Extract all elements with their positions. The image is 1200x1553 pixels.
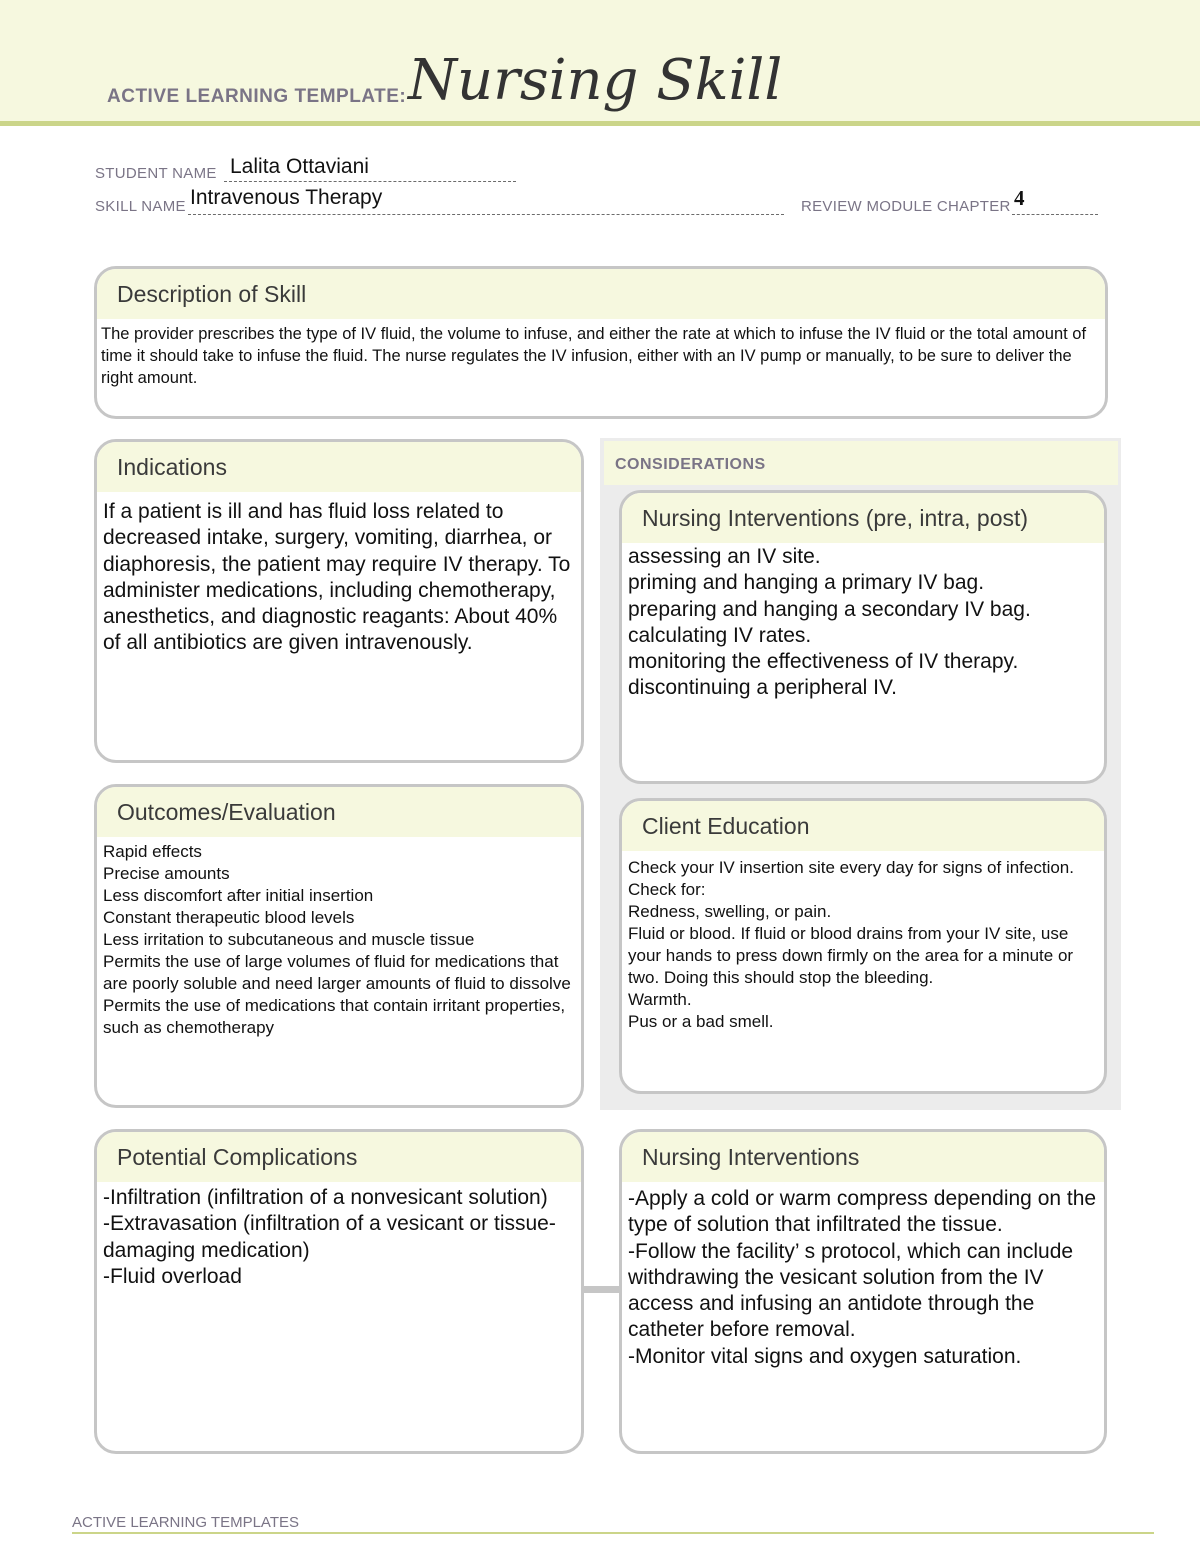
header-rule <box>0 121 1200 126</box>
description-title: Description of Skill <box>97 269 1105 319</box>
review-module-value[interactable]: 4 <box>1014 186 1025 210</box>
indications-text[interactable]: If a patient is ill and has fluid loss related to decreased intake, surgery, vomiting, diarrhea, or diaphoresis, the patient may require IV therapy. To administer medications, including chemotherapy, anesthetics, and diagnostic reagants: About 40% of all antibiotics are given intravenously. <box>103 500 571 655</box>
indications-title: Indications <box>97 442 581 492</box>
client-education-title: Client Education <box>622 801 1104 851</box>
skill-name-label: SKILL NAME <box>95 198 186 215</box>
indications-panel <box>94 439 584 763</box>
description-panel <box>94 266 1108 419</box>
review-module-line <box>1012 214 1098 215</box>
complications-panel <box>94 1129 584 1454</box>
panel-connector <box>583 1286 621 1293</box>
footer-rule <box>72 1532 1154 1534</box>
footer-label: ACTIVE LEARNING TEMPLATES <box>72 1514 299 1531</box>
client-education-panel <box>619 798 1107 1094</box>
outcomes-text[interactable]: Rapid effects Precise amounts Less discomfort after initial insertion Constant therapeutic blood levels Less irritation to subcutaneous and muscle tissue Permits the use of large volumes of fluid for medications that are poorly soluble and need larger amounts of fluid to dissolve Permits the use of medications that contain irritant properties, such as chemotherapy <box>103 842 571 1037</box>
considerations-label: CONSIDERATIONS <box>615 456 766 473</box>
outcomes-title: Outcomes/Evaluation <box>97 787 581 837</box>
description-text[interactable]: The provider prescribes the type of IV fluid, the volume to infuse, and either the rate at which to infuse the IV fluid or the total amount of time it should take to infuse the fluid. The nurse regulates the IV infusion, either with an IV pump or manually, to be sure to deliver the right amount. <box>101 325 1087 387</box>
complications-title: Potential Complications <box>97 1132 581 1182</box>
student-name-label: STUDENT NAME <box>95 165 217 182</box>
nursing-interventions-panel <box>619 1129 1107 1454</box>
skill-name-line <box>188 214 784 215</box>
student-name-value[interactable]: Lalita Ottaviani <box>230 155 369 178</box>
nursing-interventions-pre-text[interactable]: assessing an IV site. priming and hanging a primary IV bag. preparing and hanging a secondary IV bag. calculating IV rates. monitoring the effectiveness of IV therapy. discontinuing a peripheral IV. <box>628 545 1031 700</box>
page-title: Nursing Skill <box>408 48 783 113</box>
skill-name-value[interactable]: Intravenous Therapy <box>190 186 383 209</box>
client-education-text[interactable]: Check your IV insertion site every day for signs of infection. Check for: Redness, swelling, or pain. Fluid or blood. If fluid or blood drains from your IV site, use your hands to press down firmly on the area for a minute or two. Doing this should stop the bleeding. Warmth. Pus or a bad smell. <box>628 858 1074 1031</box>
complications-text[interactable]: -Infiltration (infiltration of a nonvesicant solution) -Extravasation (infiltration of a vesicant or tissue-damaging medication) -Fluid overload <box>103 1186 556 1288</box>
nursing-interventions-pre-title: Nursing Interventions (pre, intra, post) <box>622 493 1104 543</box>
template-label: ACTIVE LEARNING TEMPLATE: <box>107 86 407 107</box>
review-module-label: REVIEW MODULE CHAPTER <box>801 198 1011 215</box>
nursing-interventions-text[interactable]: -Apply a cold or warm compress depending on the type of solution that infiltrated the tissue. -Follow the facility’ s protocol, which can include withdrawing the vesicant solution from the IV access and infusing an antidote through the catheter before removal. -Monitor vital signs and oxygen saturation. <box>628 1187 1097 1368</box>
nursing-interventions-title: Nursing Interventions <box>622 1132 1104 1182</box>
student-name-line <box>224 181 516 182</box>
outcomes-panel <box>94 784 584 1108</box>
nursing-interventions-pre-panel <box>619 490 1107 784</box>
